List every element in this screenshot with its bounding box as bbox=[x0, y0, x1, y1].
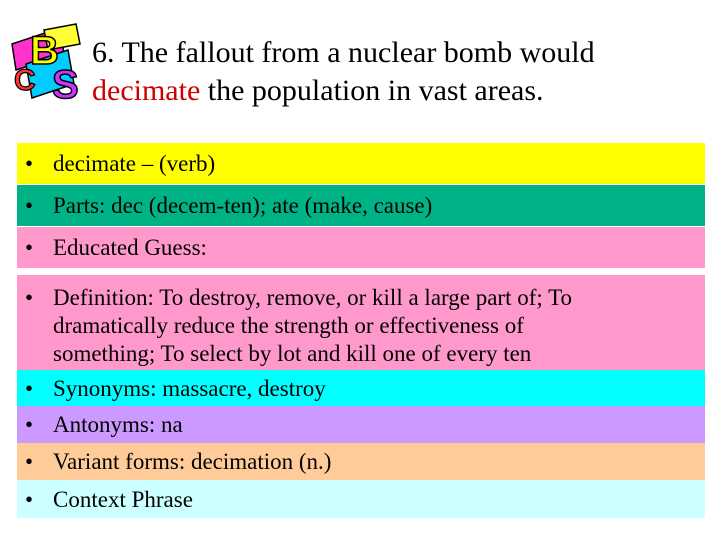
definition-line-1: Definition: To destroy, remove, or kill a large part of; To bbox=[53, 285, 573, 310]
bullet-dot: • bbox=[25, 376, 34, 401]
bullet-context-phrase-text: Context Phrase bbox=[53, 487, 193, 512]
bullet-antonyms-text: Antonyms: na bbox=[53, 412, 183, 437]
bullet-dot: • bbox=[25, 193, 34, 218]
bullet-word bbox=[25, 150, 701, 177]
bullet-dot: • bbox=[25, 449, 34, 474]
bullet-educated-guess-text: Educated Guess: bbox=[53, 235, 207, 260]
bullet-dot: • bbox=[25, 487, 34, 512]
bullet-dot: • bbox=[25, 235, 34, 260]
definition-line-2: dramatically reduce the strength or effectiveness of bbox=[53, 313, 524, 338]
bullet-dot: • bbox=[25, 285, 34, 310]
title-highlight-word: decimate bbox=[92, 74, 201, 107]
bullet-context-phrase bbox=[25, 486, 701, 513]
bullet-definition bbox=[25, 284, 701, 368]
definition-text bbox=[53, 284, 701, 368]
bullet-word-text: decimate – (verb) bbox=[53, 151, 216, 176]
logo-letter-s: S bbox=[52, 63, 79, 107]
bullet-educated-guess bbox=[25, 234, 701, 261]
slide-title bbox=[92, 34, 712, 110]
bullet-dot: • bbox=[25, 151, 34, 176]
bullet-variant-forms-text: Variant forms: decimation (n.) bbox=[53, 449, 332, 474]
logo-letter-b: B bbox=[30, 29, 59, 73]
definition-line-3: something; To select by lot and kill one of every ten bbox=[53, 341, 532, 366]
bullet-synonyms bbox=[25, 375, 701, 402]
abc-logo-icon bbox=[4, 14, 96, 110]
bullet-dot: • bbox=[25, 412, 34, 437]
bullet-parts bbox=[25, 192, 701, 219]
bullet-parts-text: Parts: dec (decem-ten); ate (make, cause) bbox=[53, 193, 433, 218]
bullet-antonyms bbox=[25, 411, 701, 438]
bullet-synonyms-text: Synonyms: massacre, destroy bbox=[53, 376, 326, 401]
title-line-1: 6. The fallout from a nuclear bomb would bbox=[92, 36, 595, 69]
title-line-2-rest: the population in vast areas. bbox=[200, 74, 544, 107]
bullet-variant-forms bbox=[25, 448, 701, 475]
logo-letter-c: C bbox=[14, 64, 36, 97]
